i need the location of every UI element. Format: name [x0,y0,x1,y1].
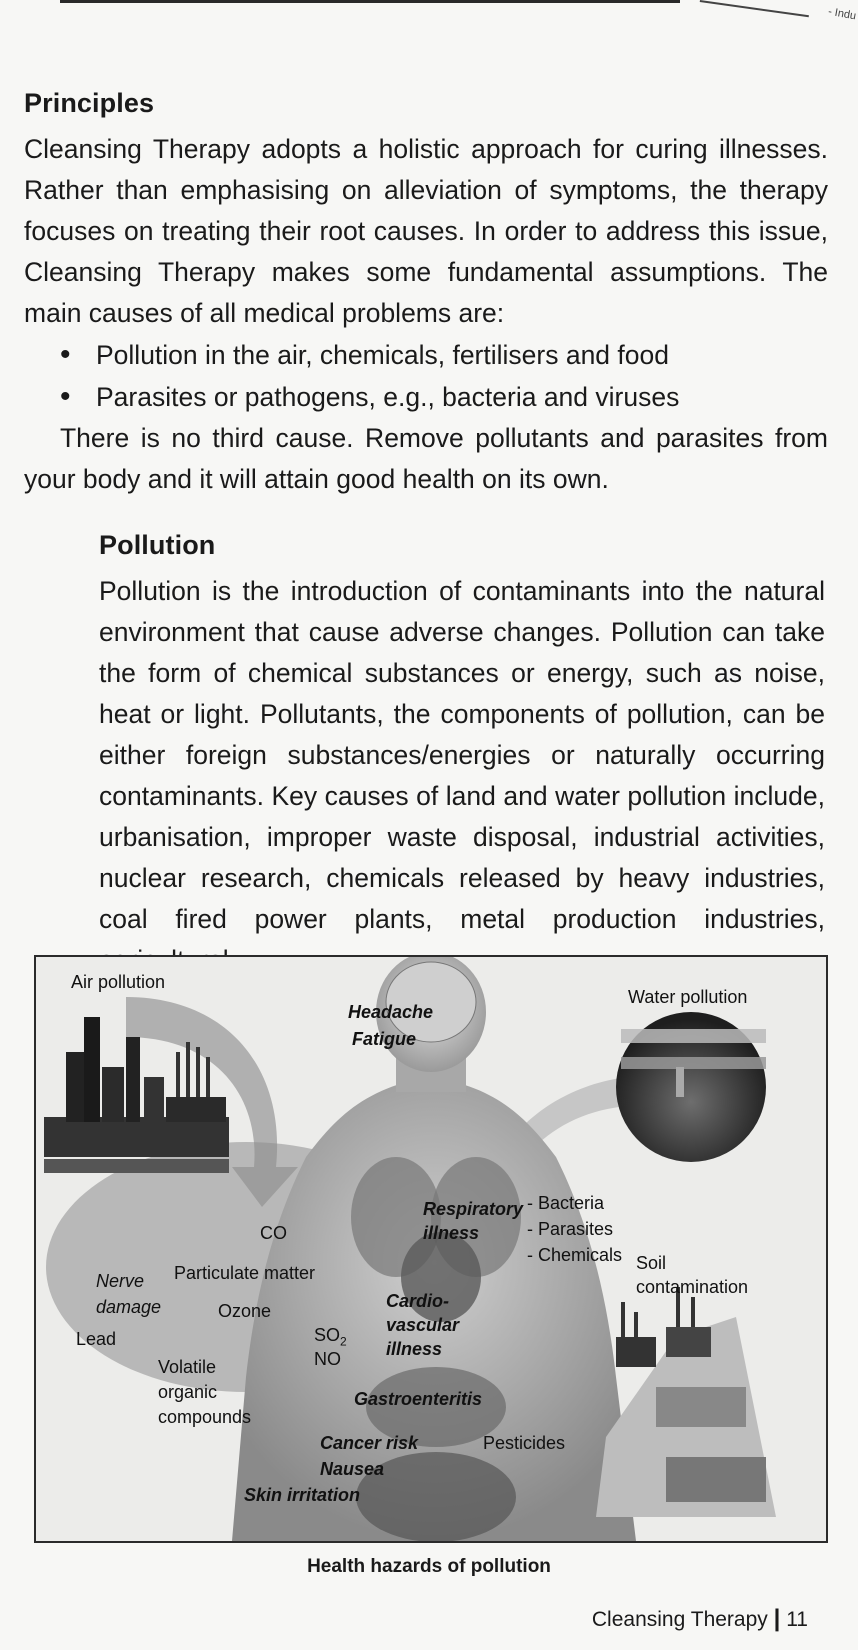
pollution-heading: Pollution [99,530,216,560]
water-pollution-label: Water pollution [628,987,748,1007]
list-item: • Pollution in the air, chemicals, fertilisers and food [24,334,828,376]
respiratory-illness-label: illness [423,1223,480,1243]
pollution-section [99,530,825,981]
so2-label [314,1325,347,1349]
list-item: • Parasites or pathogens, e.g., bacteria and viruses [24,376,828,418]
pesticides-label: Pesticides [483,1433,566,1453]
soil-contamination-label: contamination [636,1277,749,1297]
parasites-label: - Parasites [527,1219,614,1239]
respiratory-label: Respiratory [423,1199,524,1219]
nerve-label: Nerve [96,1271,145,1291]
figure-illustration [36,957,826,1541]
no-label: NO [314,1349,341,1369]
so2-subscript: 2 [340,1334,347,1349]
water-pollution-image [616,1012,766,1162]
corner-snippet: - Indu [827,5,857,23]
ozone-label: Ozone [218,1301,272,1321]
nausea-label: Nausea [320,1459,385,1479]
cardio-label: Cardio- [386,1291,449,1311]
figure-caption: Health hazards of pollution [307,1556,551,1577]
headache-label: Headache [348,1002,434,1022]
skin-irritation-label: Skin irritation [244,1485,361,1505]
soil-factory-image [596,1287,776,1517]
page-footer [592,1605,808,1633]
principles-closing: There is no third cause. Remove pollutants and parasites from your body and it will attain good health on its own. [24,423,828,494]
bacteria-label: - Bacteria [527,1193,605,1213]
soil-label: Soil [636,1253,667,1273]
fatigue-label: Fatigue [352,1029,417,1049]
footer-separator: | [773,1605,781,1632]
air-pollution-label: Air pollution [71,972,166,992]
footer-title: Cleansing Therapy [591,1608,768,1631]
chemicals-label: - Chemicals [527,1245,623,1265]
co-label: CO [260,1223,287,1243]
cancer-risk-label: Cancer risk [320,1433,419,1453]
volatile-label: Volatile [158,1357,217,1377]
principles-section [24,88,828,500]
pollution-paragraph: Pollution is the introduction of contaminants into the natural environment that cause adverse changes. Pollution can take the form of chemical substances or energy, such as noise, heat or light. Pollutants, the components of pollution, can be either foreign substances/energies or naturally occurring contaminants. Key causes of land and water pollution include, urbanisation, improper waste disposal, industrial activities, nuclear research, chemicals released by heavy industries, coal fired power plants, metal production industries, [99,576,825,934]
causes-list [24,334,828,418]
cardio-illness-label: illness [386,1339,443,1359]
damage-label: damage [96,1297,162,1317]
particulate-matter-label: Particulate matter [174,1263,316,1283]
lead-label: Lead [76,1329,117,1349]
so2-text: SO [314,1325,341,1345]
organic-label: organic [158,1382,218,1402]
health-hazards-figure [34,955,828,1543]
top-rule-right [700,0,809,17]
principles-paragraph: Cleansing Therapy adopts a holistic approach for curing illnesses. Rather than emphasising on alleviation of symptoms, the therapy focuses on treating their root causes. In order to address this issue, Cleansing Therapy makes some fundamental assumptions. The main causes of all medical problems are: [24,134,828,328]
vascular-label: vascular [386,1315,460,1335]
principles-heading: Principles [24,88,155,118]
page-number: 11 [786,1608,808,1631]
top-rule [60,0,680,3]
gastroenteritis-label: Gastroenteritis [354,1389,483,1409]
compounds-label: compounds [158,1407,252,1427]
